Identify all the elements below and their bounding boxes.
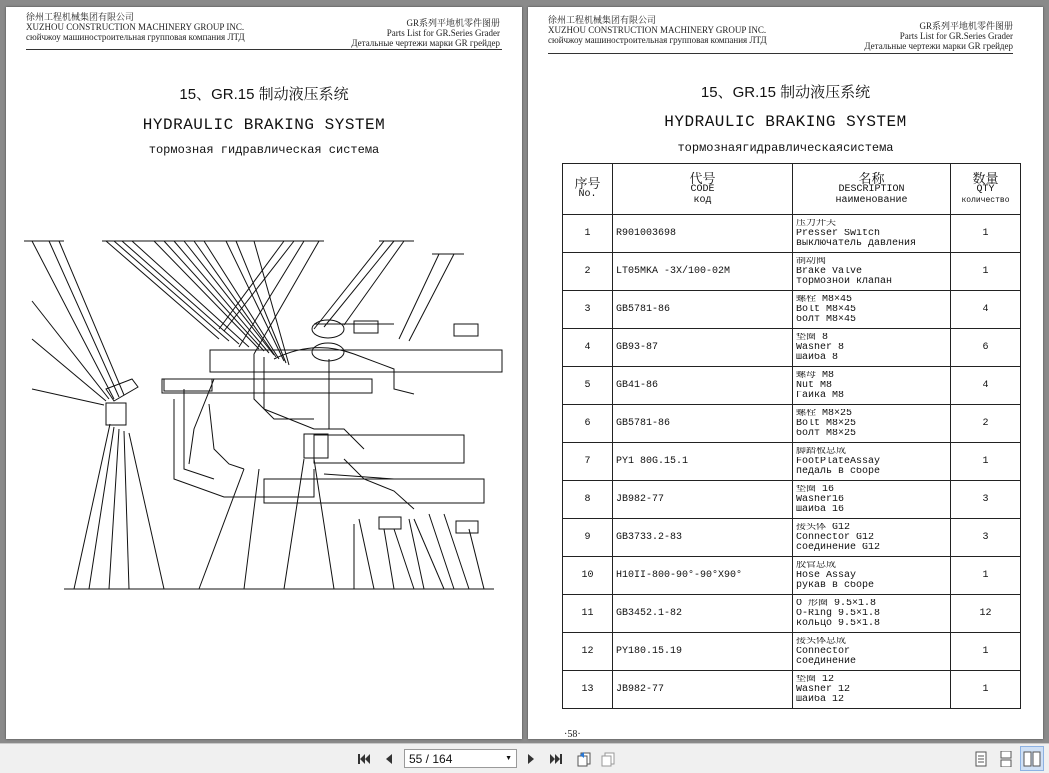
desc-ru: выключатель давления <box>796 238 917 249</box>
cell-no: 5 <box>563 367 613 405</box>
cell-code: JB982-77 <box>613 671 793 709</box>
desc-ru: шайба 16 <box>796 504 845 515</box>
desc-en: Hose Assay <box>796 570 857 581</box>
desc-ru: шайба 12 <box>796 694 845 705</box>
cell-code: GB5781-86 <box>613 291 793 329</box>
desc-en: Connector <box>796 646 851 657</box>
go-back-icon[interactable] <box>574 744 594 773</box>
header-company-en: XUZHOU CONSTRUCTION MACHINERY GROUP INC. <box>26 22 245 32</box>
table-header-row <box>563 164 1021 215</box>
header-left-block <box>26 12 245 42</box>
desc-en: O-Ring 9.5×1.8 <box>796 608 881 619</box>
cell-qty: 6 <box>951 329 1021 367</box>
desc-ru: болт M8×25 <box>796 428 857 439</box>
desc-ru: рукав в сборе <box>796 580 875 591</box>
header-desc-ru: наименование <box>835 194 908 206</box>
cell-qty: 2 <box>951 405 1021 443</box>
desc-ru: педаль в сборе <box>796 466 881 477</box>
desc-zh: O 形圈 9.5×1.8 <box>796 598 877 609</box>
header-catalog-zh: GR系列平地机零件图册 <box>919 21 1013 31</box>
table-row <box>563 443 1021 481</box>
header-catalog-ru: Детальные чертежи марки GR грейдер <box>351 38 500 48</box>
left-page <box>6 7 522 739</box>
desc-zh: 接头体 G12 <box>796 522 851 533</box>
cell-code: LT05MKA -3X/100-02M <box>613 253 793 291</box>
table-row <box>563 519 1021 557</box>
cell-qty: 1 <box>951 633 1021 671</box>
header-qty-en: QTY <box>976 183 995 195</box>
last-page-icon[interactable] <box>547 744 565 773</box>
desc-en: Washer16 <box>796 494 845 505</box>
cell-description <box>793 291 951 329</box>
header-left-block <box>548 15 767 45</box>
cell-qty: 1 <box>951 215 1021 253</box>
cell-no: 7 <box>563 443 613 481</box>
table-row <box>563 633 1021 671</box>
cell-code: R901003698 <box>613 215 793 253</box>
cell-no: 6 <box>563 405 613 443</box>
cell-no: 4 <box>563 329 613 367</box>
header-qty <box>951 164 1021 215</box>
header-company-ru: сюйчжоу машиностроительная групповая компания ЛТД <box>26 32 245 42</box>
page-number: ·58· <box>564 729 581 739</box>
continuous-view-icon[interactable] <box>997 744 1015 773</box>
cell-code: JB982-77 <box>613 481 793 519</box>
header-company-zh: 徐州工程机械集团有限公司 <box>26 12 135 22</box>
header-code-ru: код <box>693 194 712 206</box>
cell-description <box>793 443 951 481</box>
header-rule <box>26 49 502 50</box>
cell-description <box>793 215 951 253</box>
viewer-toolbar <box>0 743 1049 773</box>
cell-qty: 3 <box>951 519 1021 557</box>
cell-qty: 4 <box>951 367 1021 405</box>
cell-no: 2 <box>563 253 613 291</box>
cell-code: GB93-87 <box>613 329 793 367</box>
desc-en: Brake Valve <box>796 266 863 277</box>
cell-description <box>793 253 951 291</box>
desc-zh: 接头体总成 <box>796 636 846 647</box>
cell-code: GB3733.2-83 <box>613 519 793 557</box>
desc-en: Nut M8 <box>796 380 833 391</box>
next-page-icon[interactable] <box>524 744 540 773</box>
section-title-en: HYDRAULIC BRAKING SYSTEM <box>142 116 386 134</box>
header-no-zh: 序号 <box>574 176 601 191</box>
header-company-en: XUZHOU CONSTRUCTION MACHINERY GROUP INC. <box>548 25 767 35</box>
header-catalog-en: Parts List for GR.Series Grader <box>899 31 1013 41</box>
hydraulic-schematic-drawing <box>14 229 514 619</box>
cell-code: PY180.15.19 <box>613 633 793 671</box>
desc-ru: шайба 8 <box>796 352 839 363</box>
cell-no: 9 <box>563 519 613 557</box>
cell-qty: 4 <box>951 291 1021 329</box>
desc-zh: 螺栓 M8×25 <box>796 408 853 419</box>
section-title-ru: тормозная гидравлическая система <box>148 143 380 157</box>
go-forward-icon[interactable] <box>598 744 618 773</box>
desc-en: FootPlateAssay <box>796 456 881 467</box>
cell-no: 8 <box>563 481 613 519</box>
header-company-zh: 徐州工程机械集团有限公司 <box>548 15 657 25</box>
desc-ru: болт M8×45 <box>796 314 857 325</box>
table-row <box>563 367 1021 405</box>
cell-qty: 12 <box>951 595 1021 633</box>
cell-code: GB3452.1-82 <box>613 595 793 633</box>
table-row <box>563 595 1021 633</box>
header-company-ru: сюйчжоу машиностроительная групповая компания ЛТД <box>548 35 767 45</box>
cell-no: 13 <box>563 671 613 709</box>
cell-qty: 1 <box>951 443 1021 481</box>
header-no <box>563 164 613 215</box>
desc-en: Washer 8 <box>796 342 845 353</box>
table-row <box>563 291 1021 329</box>
cell-qty: 1 <box>951 253 1021 291</box>
desc-zh: 制动阀 <box>796 256 826 267</box>
section-title-zh: 15、GR.15 制动液压系统 <box>179 86 349 103</box>
cell-description <box>793 633 951 671</box>
cell-qty: 3 <box>951 481 1021 519</box>
desc-ru: соединение <box>796 656 857 667</box>
section-title-ru: тормознаягидравлическаясистема <box>677 141 894 155</box>
cell-description <box>793 595 951 633</box>
header-right-block <box>864 21 1013 51</box>
desc-zh: 脚踏板总成 <box>796 446 846 457</box>
section-title-zh: 15、GR.15 制动液压系统 <box>700 84 871 101</box>
cell-description <box>793 329 951 367</box>
header-code <box>613 164 793 215</box>
table-row <box>563 481 1021 519</box>
cell-description <box>793 557 951 595</box>
previous-page-icon[interactable] <box>380 744 396 773</box>
header-no-en: No. <box>578 189 597 200</box>
header-catalog-zh: GR系列平地机零件图册 <box>406 18 500 28</box>
first-page-icon[interactable] <box>355 744 373 773</box>
cell-description <box>793 405 951 443</box>
cell-no: 10 <box>563 557 613 595</box>
header-desc-en: DESCRIPTION <box>838 183 905 195</box>
cell-description <box>793 481 951 519</box>
desc-zh: 垫圈 12 <box>796 674 835 685</box>
header-catalog-en: Parts List for GR.Series Grader <box>386 28 500 38</box>
table-row <box>563 253 1021 291</box>
cell-description <box>793 519 951 557</box>
cell-code: GB41-86 <box>613 367 793 405</box>
two-page-view-icon[interactable] <box>1020 746 1044 771</box>
single-page-view-icon[interactable] <box>972 744 990 773</box>
cell-code: H10II-800-90°-90°X90° <box>613 557 793 595</box>
header-desc-zh: 名称 <box>858 170 885 186</box>
cell-description <box>793 671 951 709</box>
desc-en: Presser Switch <box>796 228 881 239</box>
desc-zh: 垫圈 8 <box>796 332 829 343</box>
section-title-en: HYDRAULIC BRAKING SYSTEM <box>664 113 907 131</box>
desc-zh: 螺栓 M8×45 <box>796 294 853 305</box>
desc-ru: кольцо 9.5×1.8 <box>796 618 881 629</box>
table-row <box>563 215 1021 253</box>
desc-ru: соединение G12 <box>796 542 881 553</box>
desc-en: Washer 12 <box>796 684 851 695</box>
header-code-zh: 代号 <box>689 170 716 186</box>
header-qty-ru: количество <box>961 195 1010 205</box>
cell-qty: 1 <box>951 671 1021 709</box>
parts-table-body <box>563 215 1021 709</box>
right-page <box>528 7 1043 739</box>
cell-description <box>793 367 951 405</box>
header-rule <box>548 53 1013 54</box>
page-indicator: 55 / 164 <box>409 751 453 766</box>
desc-en: Connector G12 <box>796 532 875 543</box>
desc-ru: тормозной клапан <box>796 276 893 287</box>
cell-no: 3 <box>563 291 613 329</box>
table-row <box>563 405 1021 443</box>
desc-zh: 垫圈 16 <box>796 484 835 495</box>
header-right-block <box>351 18 500 48</box>
header-qty-zh: 数量 <box>972 170 999 186</box>
parts-list-table <box>562 163 1021 709</box>
desc-en: Bolt M8×45 <box>796 304 857 315</box>
table-row <box>563 671 1021 709</box>
header-code-en: CODE <box>690 183 715 195</box>
desc-zh: 压力开关 <box>796 218 836 229</box>
desc-zh: 胶管总成 <box>796 560 836 571</box>
cell-code: PY1 80G.15.1 <box>613 443 793 481</box>
cell-no: 11 <box>563 595 613 633</box>
page-number-select[interactable] <box>404 749 517 768</box>
desc-ru: Гайка M8 <box>796 390 845 401</box>
cell-qty: 1 <box>951 557 1021 595</box>
table-row <box>563 557 1021 595</box>
desc-zh: 螺母 M8 <box>796 370 835 381</box>
cell-code: GB5781-86 <box>613 405 793 443</box>
desc-en: Bolt M8×25 <box>796 418 857 429</box>
table-row <box>563 329 1021 367</box>
cell-no: 12 <box>563 633 613 671</box>
header-description <box>793 164 951 215</box>
header-catalog-ru: Детальные чертежи марки GR грейдер <box>864 41 1013 51</box>
cell-no: 1 <box>563 215 613 253</box>
dropdown-arrow-icon: ▼ <box>505 755 512 762</box>
